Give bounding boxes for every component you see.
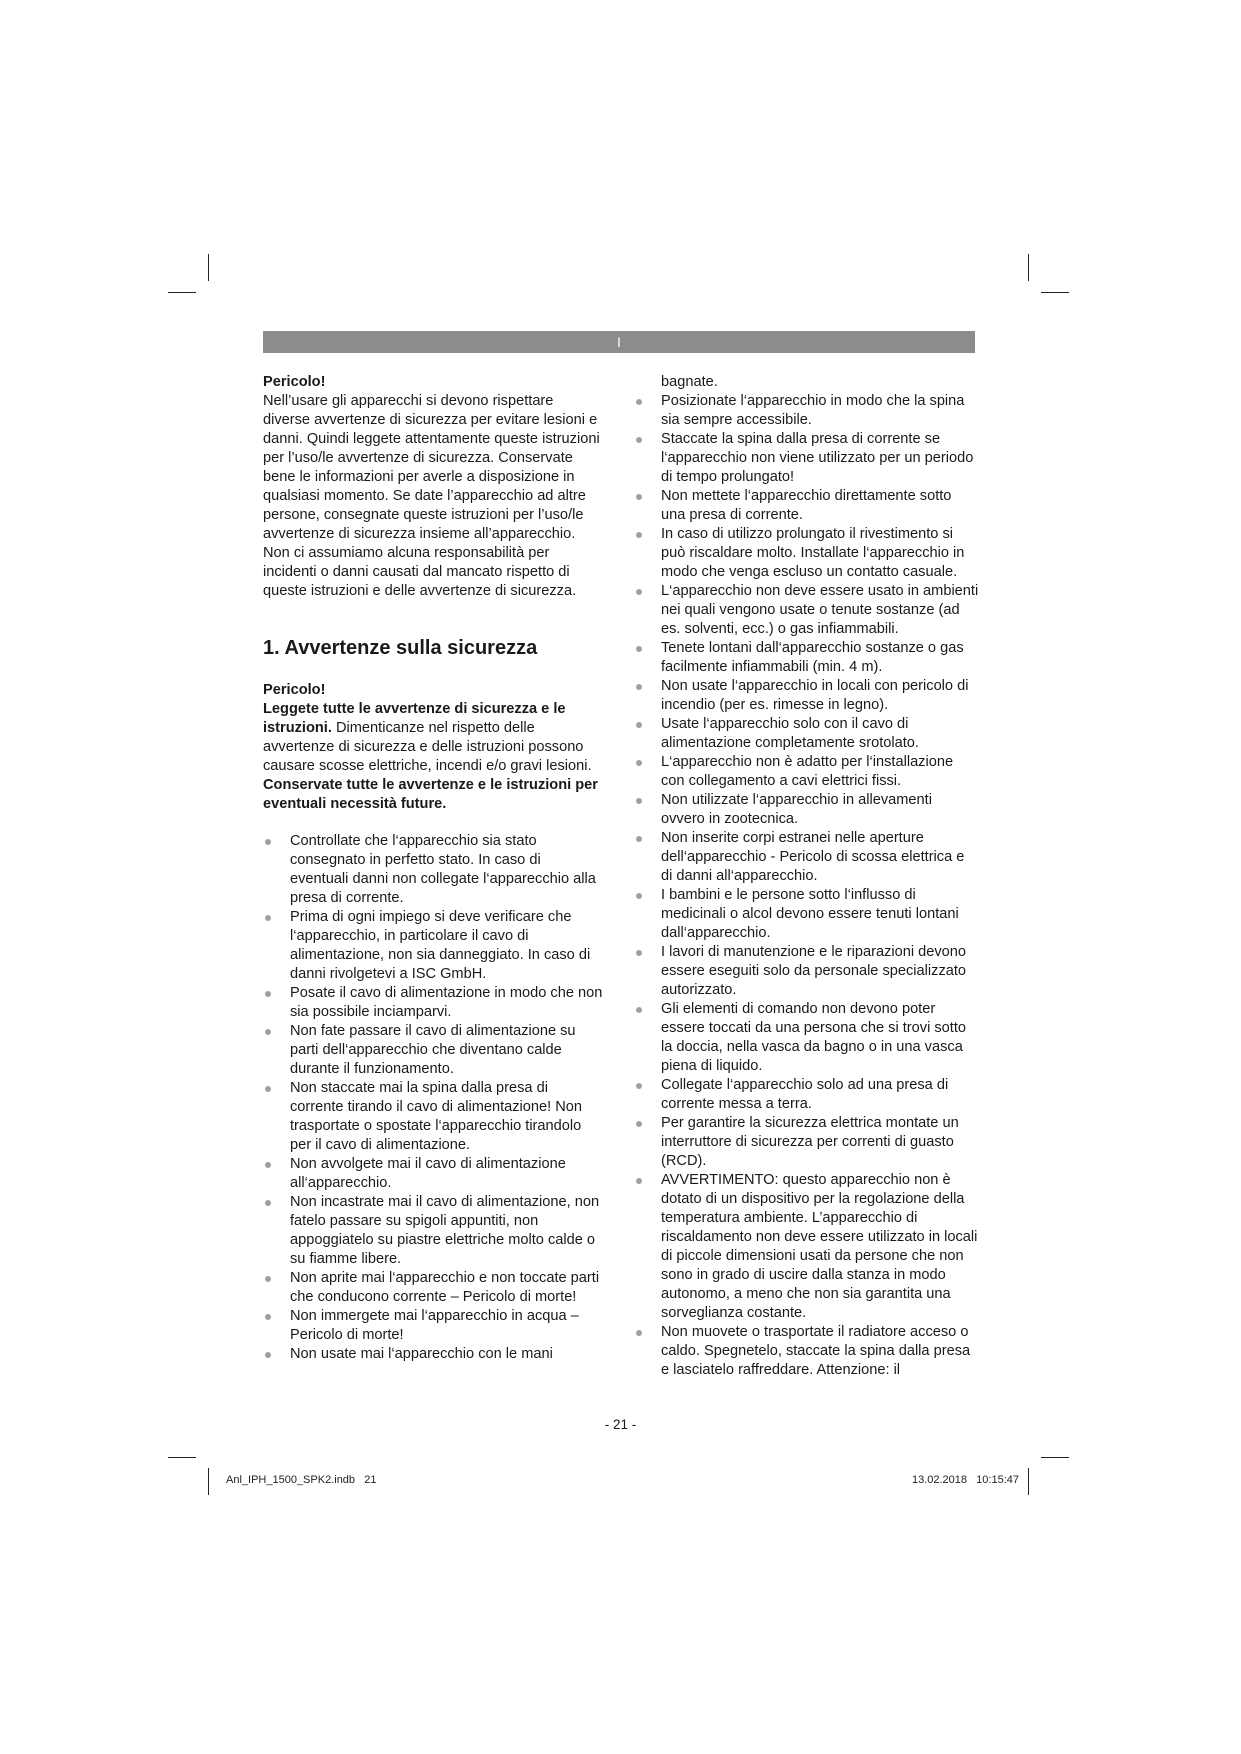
intro-heading: Pericolo! xyxy=(263,374,326,390)
list-item xyxy=(263,1079,603,1155)
bullet-icon xyxy=(636,1121,642,1127)
bullet-icon xyxy=(636,646,642,652)
list-item-text: Non usate l‘apparecchio in locali con pericolo di incendio (per es. rimesse in legno). xyxy=(661,678,969,713)
bullet-icon xyxy=(265,1029,271,1035)
crop-mark xyxy=(1041,1457,1069,1458)
bullet-icon xyxy=(265,1200,271,1206)
list-item-text: Non staccate mai la spina dalla presa di corrente tirando il cavo di alimentazione! Non trasportate o spostate l‘apparecchio tirandolo per il cavo di alimentazione. xyxy=(290,1080,583,1153)
list-item xyxy=(263,1022,603,1079)
bullet-icon xyxy=(636,1007,642,1013)
list-item-text: Posizionate l‘apparecchio in modo che la spina sia sempre accessibile. xyxy=(661,393,965,428)
list-item xyxy=(634,392,979,430)
bullet-icon xyxy=(636,1178,642,1184)
bullet-icon xyxy=(636,589,642,595)
bullet-icon xyxy=(265,915,271,921)
bullet-icon xyxy=(636,893,642,899)
list-continuation: bagnate. xyxy=(661,374,718,390)
list-item-text: I bambini e le persone sotto l‘influsso di medicinali o alcol devono essere tenuti lontani dall‘apparecchio. xyxy=(661,887,959,941)
crop-mark xyxy=(1041,292,1069,293)
list-item-text: Non mettete l‘apparecchio direttamente sotto una presa di corrente. xyxy=(661,488,952,523)
list-item xyxy=(634,1171,979,1323)
bullet-icon xyxy=(636,494,642,500)
safety-list-right xyxy=(634,392,979,1380)
list-item-text: Non inserite corpi estranei nelle aperture dell‘apparecchio - Pericolo di scossa elettrica e di danni all‘apparecchio. xyxy=(661,830,965,884)
list-item-text: Non incastrate mai il cavo di alimentazione, non fatelo passare su spigoli appuntiti, non appoggiatelo su piastre elettriche molto calde o su fiamme libere. xyxy=(290,1194,600,1267)
list-item xyxy=(634,1000,979,1076)
section-pericolo: Pericolo! xyxy=(263,682,326,698)
keep-instructions: Conservate tutte le avvertenze e le istruzioni per eventuali necessità future. xyxy=(263,777,598,812)
list-item xyxy=(634,487,979,525)
list-item-text: Controllate che l‘apparecchio sia stato consegnato in perfetto stato. In caso di eventuali danni non collegate l‘apparecchio alla presa di corrente. xyxy=(290,833,596,906)
list-item-text: Non usate mai l‘apparecchio con le mani xyxy=(290,1346,553,1362)
list-item-text: I lavori di manutenzione e le riparazioni devono essere eseguiti solo da personale specializzato autorizzato. xyxy=(661,944,967,998)
list-item xyxy=(634,582,979,639)
list-item-text: Gli elementi di comando non devono poter essere toccati da una persona che si trovi sotto la doccia, nella vasca da bagno o in una vasca piena di liquido. xyxy=(661,1001,967,1074)
crop-mark xyxy=(1028,254,1029,281)
list-item xyxy=(634,753,979,791)
crop-mark xyxy=(168,292,196,293)
crop-mark xyxy=(1028,1468,1029,1495)
crop-mark xyxy=(208,254,209,281)
list-item xyxy=(634,829,979,886)
read-instructions-text: Dimenticanze nel rispetto delle avvertenze di sicurezza e delle istruzioni possono causare scosse elettriche, incendi e/o gravi lesioni. xyxy=(263,720,592,774)
bullet-icon xyxy=(265,1086,271,1092)
bullet-icon xyxy=(636,1083,642,1089)
list-item xyxy=(634,715,979,753)
list-item xyxy=(263,1193,603,1269)
list-item-text: Non aprite mai l‘apparecchio e non toccate parti che conducono corrente – Pericolo di morte! xyxy=(290,1270,600,1305)
language-marker: I xyxy=(617,334,621,350)
list-item xyxy=(634,1323,979,1380)
language-header-bar xyxy=(263,331,975,353)
bullet-icon xyxy=(265,991,271,997)
list-item-text: Non avvolgete mai il cavo di alimentazione all‘apparecchio. xyxy=(290,1156,566,1191)
bullet-icon xyxy=(636,722,642,728)
page-number: - 21 - xyxy=(604,1417,637,1432)
list-item xyxy=(634,677,979,715)
list-item xyxy=(263,832,603,908)
list-item xyxy=(263,1155,603,1193)
section-title: 1. Avvertenze sulla sicurezza xyxy=(263,637,538,659)
left-column xyxy=(263,373,603,1364)
list-item xyxy=(634,943,979,1000)
list-item-text: Non immergete mai l‘apparecchio in acqua – Pericolo di morte! xyxy=(290,1308,579,1343)
file-name: Anl_IPH_1500_SPK2.indb 21 xyxy=(226,1474,377,1486)
list-item-text: Prima di ogni impiego si deve verificare che l‘apparecchio, in particolare il cavo di alimentazione, non sia danneggiato. In caso di danni rivolgetevi a ISC GmbH. xyxy=(290,909,591,982)
safety-list-left xyxy=(263,832,603,1364)
list-item-text: L‘apparecchio non deve essere usato in ambienti nei quali vengono usate o tenute sostanze (ad es. solventi, ecc.) o gas infiammabili. xyxy=(661,583,979,637)
list-item xyxy=(263,984,603,1022)
print-timestamp: 13.02.2018 10:15:47 xyxy=(911,1474,1019,1486)
list-item xyxy=(263,1307,603,1345)
list-item-text: Posate il cavo di alimentazione in modo che non sia possibile inciamparvi. xyxy=(290,985,603,1020)
list-item xyxy=(263,908,603,984)
list-item xyxy=(634,886,979,943)
list-item xyxy=(263,1345,603,1364)
bullet-icon xyxy=(265,839,271,845)
list-item xyxy=(634,1076,979,1114)
bullet-icon xyxy=(265,1162,271,1168)
bullet-icon xyxy=(265,1352,271,1358)
list-item-text: Collegate l‘apparecchio solo ad una presa di corrente messa a terra. xyxy=(661,1077,949,1112)
bullet-icon xyxy=(636,532,642,538)
bullet-icon xyxy=(265,1314,271,1320)
list-item xyxy=(634,525,979,582)
list-item xyxy=(634,639,979,677)
list-item xyxy=(634,791,979,829)
list-item xyxy=(634,430,979,487)
bullet-icon xyxy=(636,760,642,766)
list-item-text: Staccate la spina dalla presa di corrente se l‘apparecchio non viene utilizzato per un periodo di tempo prolungato! xyxy=(661,431,974,485)
list-item-text: Non muovete o trasportate il radiatore acceso o caldo. Spegnetelo, staccate la spina dalla presa e lasciatelo raffreddare. Attenzione: il xyxy=(661,1324,971,1378)
bullet-icon xyxy=(636,684,642,690)
bullet-icon xyxy=(636,399,642,405)
list-item xyxy=(634,1114,979,1171)
list-item-text: Usate l‘apparecchio solo con il cavo di alimentazione completamente srotolato. xyxy=(661,716,919,751)
bullet-icon xyxy=(636,798,642,804)
list-item xyxy=(263,1269,603,1307)
list-item-text: In caso di utilizzo prolungato il rivestimento si può riscaldare molto. Installate l‘apparecchio in modo che venga escluso un contatto casuale. xyxy=(661,526,965,580)
bullet-icon xyxy=(636,950,642,956)
intro-text: Nell’usare gli apparecchi si devono rispettare diverse avvertenze di sicurezza per evitare lesioni e danni. Quindi leggete attentamente queste istruzioni per l’uso/le avvertenze di sicurezza. Conservate bene le informazioni per averle a disposizione in qualsiasi momento. Se date l’apparecchio ad altre persone, consegnate queste istruzioni per l’uso/le avvertenze di sicurezza insieme all’apparecchio. Non ci assumiamo alcuna responsabilità per incidenti o danni causati dal mancato rispetto di queste istruzioni e delle avvertenze di sicurezza. xyxy=(263,393,600,599)
bullet-icon xyxy=(636,1330,642,1336)
list-item-text: Tenete lontani dall‘apparecchio sostanze o gas facilmente infiammabili (min. 4 m). xyxy=(661,640,964,675)
bullet-icon xyxy=(636,437,642,443)
read-instructions-bold: Leggete tutte le avvertenze di sicurezza e le istruzioni. xyxy=(263,701,566,736)
list-item-text: Per garantire la sicurezza elettrica montate un interruttore di sicurezza per correnti di guasto (RCD). xyxy=(661,1115,959,1169)
list-item-text: Non utilizzate l‘apparecchio in allevamenti ovvero in zootecnica. xyxy=(661,792,932,827)
list-item-text: L‘apparecchio non è adatto per l‘installazione con collegamento a cavi elettrici fissi. xyxy=(661,754,954,789)
crop-mark xyxy=(168,1457,196,1458)
list-item-text: Non fate passare il cavo di alimentazione su parti dell‘apparecchio che diventano calde durante il funzionamento. xyxy=(290,1023,576,1077)
right-column xyxy=(634,373,979,1380)
crop-mark xyxy=(208,1468,209,1495)
read-instructions-paragraph xyxy=(263,700,603,776)
bullet-icon xyxy=(265,1276,271,1282)
list-item-text: AVVERTIMENTO: questo apparecchio non è dotato di un dispositivo per la regolazione della temperatura ambiente. L’apparecchio di riscaldamento non deve essere utilizzato in locali di piccole dimensioni usati da persone che non sono in grado di uscire dalla stanza in modo autonomo, a meno che non sia garantita una sorveglianza costante. xyxy=(661,1172,978,1321)
bullet-icon xyxy=(636,836,642,842)
